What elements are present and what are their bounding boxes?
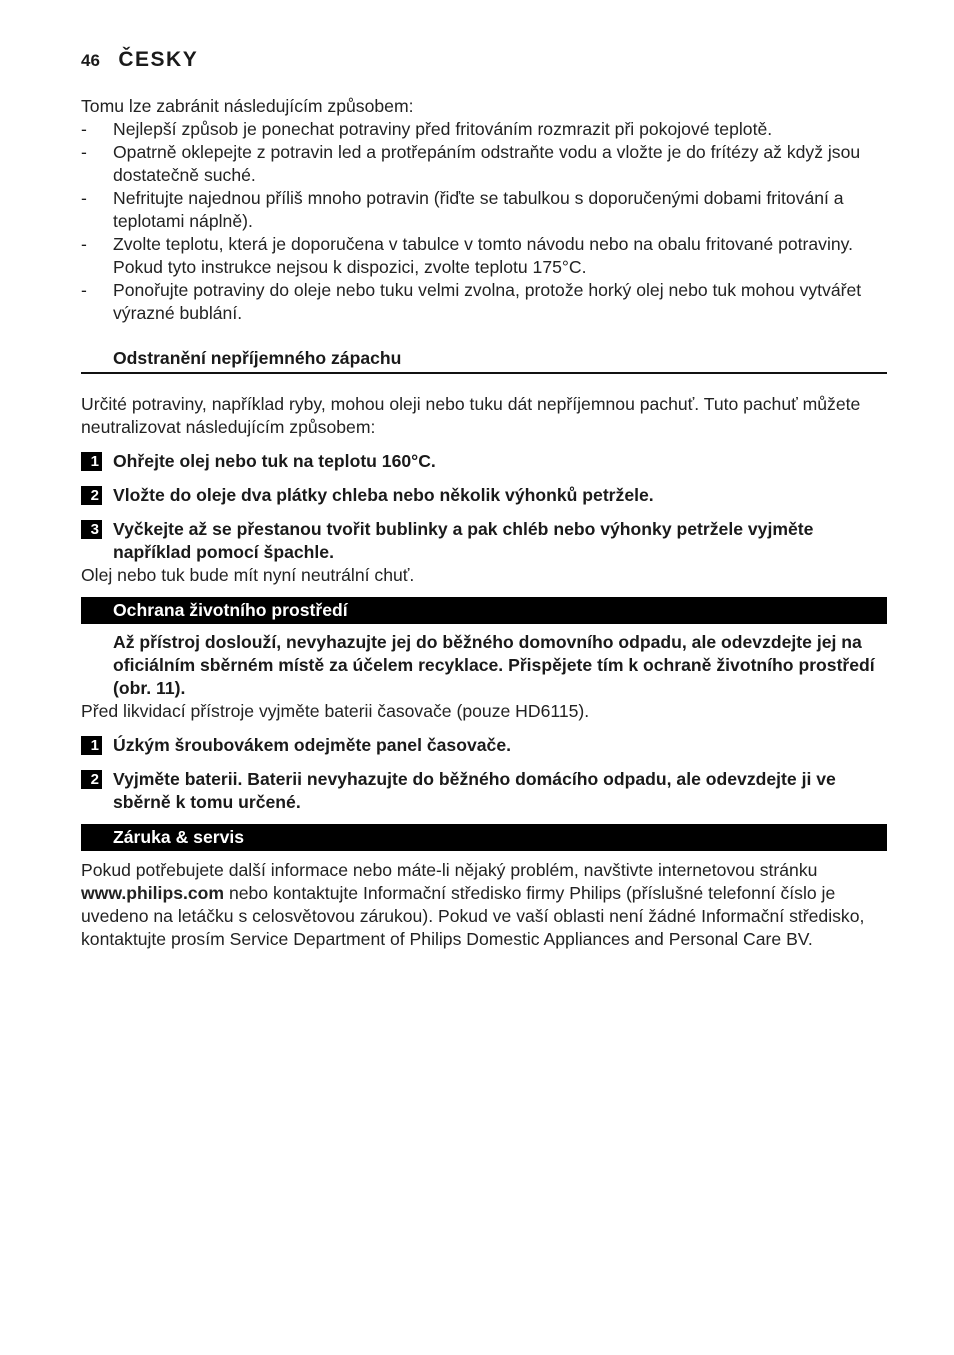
list-item: - Nefritujte najednou příliš mnoho potravin (řiďte se tabulkou s doporučenými dobami fritování a teplotami náplně). — [81, 188, 844, 231]
warranty-text-intro: Pokud potřebujete další informace nebo máte-li nějaký problém, navštivte internetovou stránku — [81, 860, 818, 880]
step-number-badge: 1 — [81, 736, 102, 755]
section-heading-warranty: Záruka & servis — [81, 824, 887, 851]
step-item — [81, 450, 887, 473]
step-text: Vyčkejte až se přestanou tvořit bublinky a pak chléb nebo výhonky petržele vyjměte například pomocí špachle. — [113, 519, 814, 562]
step-text: Vyjměte baterii. Baterii nevyhazujte do běžného domácího odpadu, ale odevzdejte ji ve sběrně k tomu určené. — [113, 769, 836, 812]
page-content — [81, 95, 887, 951]
step-text: Ohřejte olej nebo tuk na teplotu 160°C. — [113, 451, 436, 471]
battery-intro: Před likvidací přístroje vyjměte baterii časovače (pouze HD6115). — [81, 701, 590, 721]
tips-list — [81, 118, 887, 325]
odor-result: Olej nebo tuk bude mít nyní neutrální chuť. — [81, 565, 415, 585]
philips-website-link[interactable]: www.philips.com — [81, 883, 225, 903]
step-item — [81, 768, 887, 814]
warranty-text — [81, 859, 887, 951]
page-language-title: ČESKY — [118, 48, 199, 71]
list-item: - Zvolte teplotu, která je doporučena v tabulce v tomto návodu nebo na obalu fritované potraviny. Pokud tyto instrukce nejsou k dispozici, zvolte teplotu 175°C. — [81, 234, 854, 277]
dash-marker: - — [81, 119, 87, 139]
step-item — [81, 734, 887, 757]
step-text: Vložte do oleje dva plátky chleba nebo několik výhonků petržele. — [113, 485, 654, 505]
list-item: - Nejlepší způsob je ponechat potraviny před fritováním rozmrazit při pokojové teplotě. — [81, 119, 773, 139]
step-text: Úzkým šroubovákem odejměte panel časovače. — [113, 735, 511, 755]
page-number: 46 — [81, 51, 100, 70]
odor-intro: Určité potraviny, například ryby, mohou oleji nebo tuku dát nepříjemnou pachuť. Tuto pachuť můžete neutralizovat následujícím způsobem: — [81, 394, 861, 437]
section-heading-environment: Ochrana životního prostředí — [81, 597, 887, 624]
dash-marker: - — [81, 142, 87, 162]
intro-lead: Tomu lze zabránit následujícím způsobem: — [81, 96, 414, 116]
environment-notice: Až přístroj doslouží, nevyhazujte jej do běžného domovního odpadu, ale odevzdejte jej na oficiálním sběrném místě za účelem recyklace. Přispějete tím k ochraně životního prostředí (obr. 11). — [113, 632, 875, 698]
step-item — [81, 518, 887, 564]
dash-marker: - — [81, 188, 87, 208]
section-heading-odor: Odstranění nepříjemného zápachu — [81, 347, 887, 374]
step-number-badge: 1 — [81, 452, 102, 471]
list-item: - Opatrně oklepejte z potravin led a protřepáním odstraňte vodu a vložte je do frítézy až když jsou dostatečně suché. — [81, 142, 861, 185]
page-header — [81, 48, 198, 72]
step-number-badge: 2 — [81, 770, 102, 789]
warranty-text-contact: nebo kontaktujte Informační středisko firmy Philips (příslušné telefonní číslo je uvedeno na letáčku s celosvětovou zárukou). Pokud ve vaší oblasti není žádné Informační středisko, kontaktujte prosím Service Department of Philips Domestic Appliances and Personal Care BV. — [81, 883, 865, 949]
step-item — [81, 484, 887, 507]
step-number-badge: 2 — [81, 486, 102, 505]
dash-marker: - — [81, 280, 87, 300]
dash-marker: - — [81, 234, 87, 254]
step-number-badge: 3 — [81, 520, 102, 539]
list-item: - Ponořujte potraviny do oleje nebo tuku velmi zvolna, protože horký olej nebo tuk mohou vytvářet výrazné bublání. — [81, 280, 862, 323]
